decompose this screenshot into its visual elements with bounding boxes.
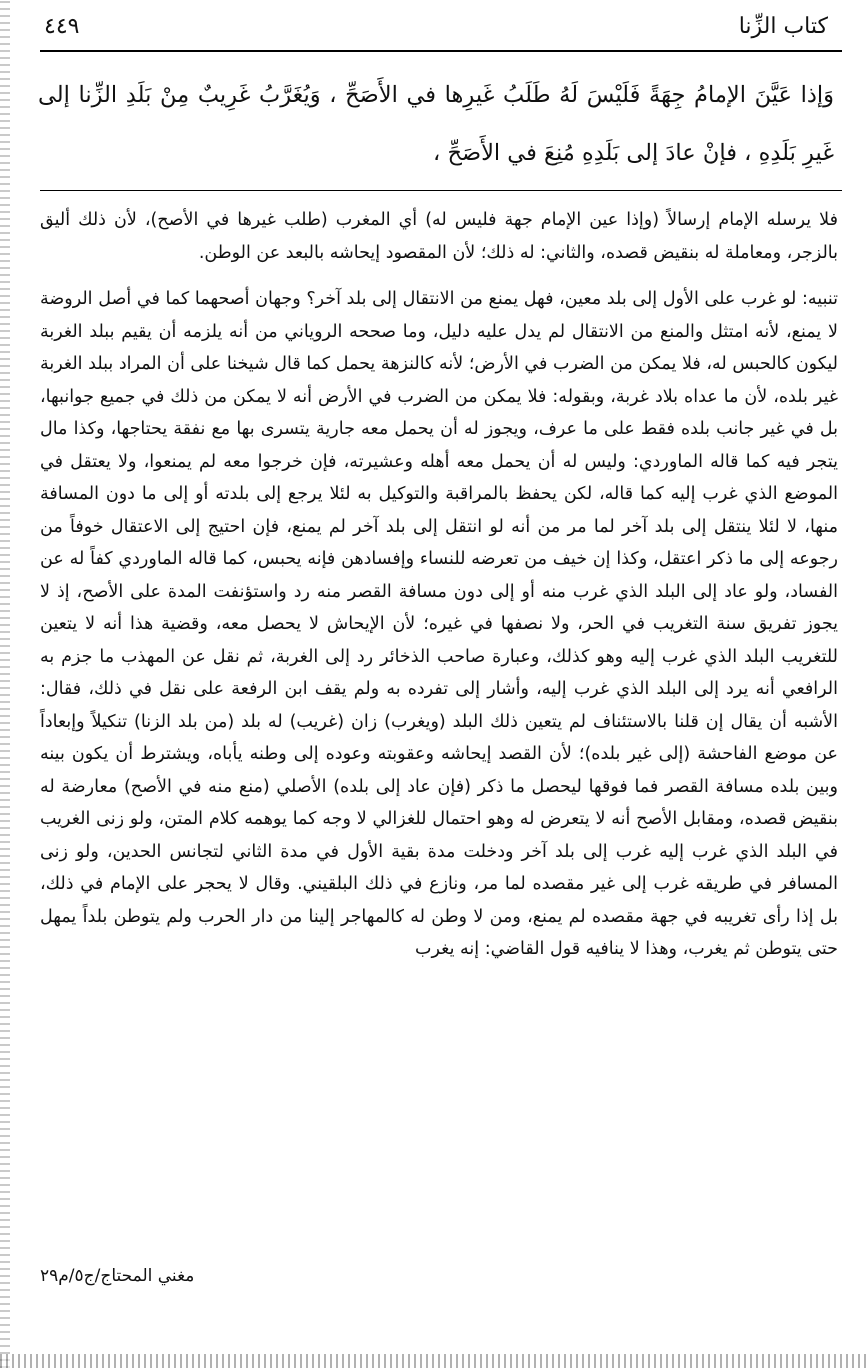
commentary-paragraph-2: تنبيه: لو غرب على الأول إلى بلد معين، فهل يمنع من الانتقال إلى بلد آخر؟ وجهان أصحهما كما في أصل الروضة لا يمنع، لأنه امتثل والمنع من الانتقال لم يدل عليه دليل، وما صححه الروياني من أنه يلزمه أن يقيم ببلد الغربة ليكون كالحبس له، فلا يمكن من الضرب في الأرض؛ لأنه كالنزهة يحمل كما قال شيخنا على أن المراد ببلد الغربة غير بلده، لأن ما عداه بلاد غربة، وبقوله: فلا يمكن من الضرب في الأرض أنه لا يمكن من ذلك في جميع جوانبها، بل في غير جانب بلده فقط على ما عرف، ويجوز له أن يحمل معه جارية يتسرى بها مع نفقة يحتاجها، وكذا مال يتجر فيه كما قاله الماوردي: وليس له أن يحمل معه أهله وعشيرته، فإن خرجوا معه لم يمنعوا، ولا يعتقل في الموضع الذي غرب إليه كما قاله، لكن يحفظ بالمراقبة والتوكيل به لئلا يرجع إلى بلدته أو إلى ما دون المسافة منها، لا لئلا ينتقل إلى بلد آخر لما مر من أنه لو انتقل إلى بلد آخر لم يمنع، فإن احتيج إلى الاعتقال خوفاً من رجوعه إلى ما ذكر اعتقل، وكذا إن خيف من تعرضه للنساء وإفسادهن فإنه يحبس، كما قاله الماوردي كفاً له عن الفساد، ولو عاد إلى البلد الذي غرب منه أو إلى دون مسافة القصر منه رد واستؤنفت المدة على الأصح، إذ لا يجوز تفريق سنة التغريب في الحر، ولا نصفها في غيره؛ لأن الإيحاش لا يحصل معه، وقضية هذا أنه لا يتعين للتغريب البلد الذي غرب إليه وهو كذلك، وعبارة صاحب الذخائر رد إلى الغربة، ثم نقل عن المهذب ما جزم به الرافعي أنه يرد إلى البلد الذي غرب إليه، وأشار إلى تفرده به ولم يقف ابن الرفعة على نقل في ذلك، فقال: الأشبه أن يقال إن قلنا بالاستئناف لم يتعين ذلك البلد (ويغرب) زان (غريب) له بلد (من بلد الزنا) تنكيلاً وإبعاداً عن موضع الفاحشة (إلى غير بلده)؛ لأن القصد إيحاشه وعقوبته وعوده إلى وطنه يأباه، ويشترط أن يكون بينه وبين بلده مسافة القصر فما فوقها ليحصل ما ذكر (فإن عاد إلى بلده) الأصلي (منع منه في الأصح) معارضة له بنقيض قصده، ومقابل الأصح أنه لا يتعرض له وهو احتمال للغزالي لا وجه كما يوهمه كلام المتن، ولو زنى الغريب في البلد الذي غرب إليه غرب إلى بلد آخر ودخلت مدة بقية الأول في مدة الثاني لتجانس الحدين، ولو زنى المسافر في طريقه غرب إلى غير مقصده لما مر، ونازع في ذلك البلقيني. وقال لا يحجر على الإمام في ذلك، بل إذا رأى تغريبه في جهة مقصده لم يمنع، ومن لا وطن له كالمهاجر إلينا من دار الحرب ولم يتوطن بلداً يمهل حتى يتوطن ثم يغرب، وهذا لا ينافيه قول القاضي: إنه يغرب xyxy=(40,289,838,959)
book-title: كتاب الزِّنا xyxy=(738,14,828,39)
signature-mark: مغني المحتاج/ج٥/م٢٩ xyxy=(40,1266,195,1286)
matn-text-block xyxy=(38,66,834,182)
matn-separator-rule xyxy=(40,190,842,191)
decorative-left-border xyxy=(0,0,10,1368)
page-number: ٤٤٩ xyxy=(44,14,80,39)
commentary-text-block xyxy=(40,204,838,966)
header-rule xyxy=(40,50,842,52)
page-header xyxy=(44,14,828,48)
matn-paragraph: وَإذا عَيَّنَ الإمامُ جِهَةً فَلَيْسَ لَهُ طَلَبُ غَيرِها في الأَصَحِّ ، وَيُغَرَّبُ غَرِيبٌ مِنْ بَلَدِ الزِّنا إلى غَيرِ بَلَدِهِ ، فإنْ عادَ إلى بَلَدِهِ مُنِعَ في الأَصَحِّ ، xyxy=(38,82,834,166)
decorative-bottom-border xyxy=(0,1354,868,1368)
commentary-paragraph-1: فلا يرسله الإمام إرسالاً (وإذا عين الإمام جهة فليس له) أي المغرب (طلب غيرها في الأصح)، لأن ذلك أليق بالزجر، ومعاملة له بنقيض قصده، والثاني: له ذلك؛ لأن المقصود إيحاشه بالبعد عن الوطن. xyxy=(40,210,838,263)
